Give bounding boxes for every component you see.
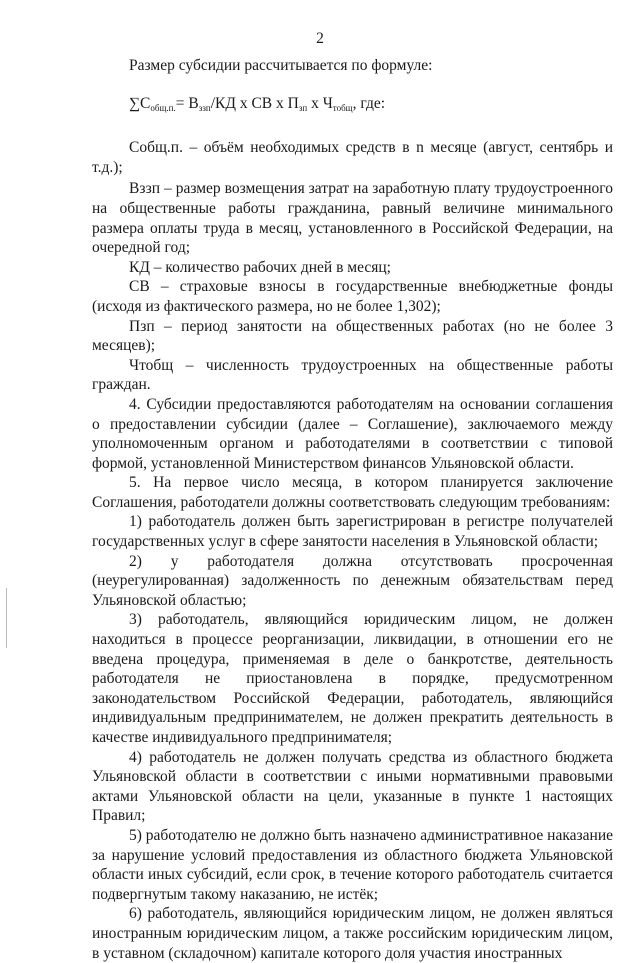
requirement-4: 4) работодатель не должен получать средства из областного бюджета Ульяновской области в соответствии с иными нормативными правовыми актами Ульяновской области на цели, указанные в пункте 1 настоящих Правил; xyxy=(92,748,613,825)
subsidy-formula xyxy=(92,94,613,119)
scan-edge-mark xyxy=(6,588,7,648)
clause-5: 5. На первое число месяца, в котором планируется заключение Соглашения, работодатели должны соответствовать следующим требованиям: xyxy=(92,474,613,511)
requirement-3: 3) работодатель, являющийся юридическим лицом, не должен находиться в процессе реорганизации, ликвидации, в отношении его не введена процедура, применяемая в деле о банкротстве, деятельность работодателя не приостановлена в порядке, предусмотренном законодательством Российской Федерации, работодатель, являющийся индивидуальным предпринимателем, не должен прекратить деятельность в качестве индивидуального предпринимателя; xyxy=(92,611,613,746)
formula-c-sub: общ.п. xyxy=(150,102,176,113)
requirement-1: 1) работодатель должен быть зарегистрирован в регистре получателей государственных услуг в сфере занятости населения в Ульяновской области; xyxy=(92,513,613,551)
formula-sum: ∑С xyxy=(129,94,151,112)
document-body xyxy=(92,56,613,963)
formula-intro: Размер субсидии рассчитывается по формуле: xyxy=(129,57,433,74)
formula-tail: , где: xyxy=(352,94,386,112)
definition-p: Пзп – период занятости на общественных работах (но не более 3 месяцев); xyxy=(92,317,613,355)
formula-p-sub: зп xyxy=(298,102,308,113)
formula-mid1: /КД х СВ х П xyxy=(210,94,299,112)
requirement-2: 2) у работодателя должна отсутствовать просроченная (неурегулированная) задолженность по денежным обязательствам перед Ульяновской областью; xyxy=(92,552,613,609)
requirement-6: 6) работодатель, являющийся юридическим лицом, не должен являться иностранным юридическим лицом, а также российским юридическим лицом, в уставном (складочном) капитале которого доля участия иностранных xyxy=(92,905,613,962)
definition-v: Вззп – размер возмещения затрат на заработную плату трудоустроенного на общественные работы гражданина, равный величине минимального размера оплаты труда в месяц, установленного в Российской Федерации, на очередной год; xyxy=(92,180,613,257)
formula-ch-sub: тобщ xyxy=(332,102,353,113)
formula-mid2: х Ч xyxy=(307,94,333,112)
definition-sv: СВ – страховые взносы в государственные внебюджетные фонды (исходя из фактического размера, но не более 1,302); xyxy=(92,278,613,315)
definition-ch: Чтобщ – численность трудоустроенных на общественные работы граждан. xyxy=(92,356,613,394)
formula-v-sub: ззп xyxy=(198,102,211,113)
requirement-5: 5) работодателю не должно быть назначено административное наказание за нарушение условий предоставления из областного бюджета Ульяновской области иных субсидий, если срок, в течение которого работодатель считается подвергнутым такому наказанию, не истёк; xyxy=(92,826,613,903)
definition-kd: КД – количество рабочих дней в месяц; xyxy=(129,258,391,276)
definition-c: Собщ.п. – объём необходимых средств в n месяце (август, сентябрь и т.д.); xyxy=(92,139,613,176)
formula-eq: = В xyxy=(175,94,199,112)
clause-4: 4. Субсидии предоставляются работодателям на основании соглашения о предоставлении субсидии (далее – Соглашение), заключаемого между уполномоченным органом и работодателями в соответствии с типовой формой, установленной Министерством финансов Ульяновской области. xyxy=(92,395,613,472)
page-number: 2 xyxy=(316,30,324,47)
